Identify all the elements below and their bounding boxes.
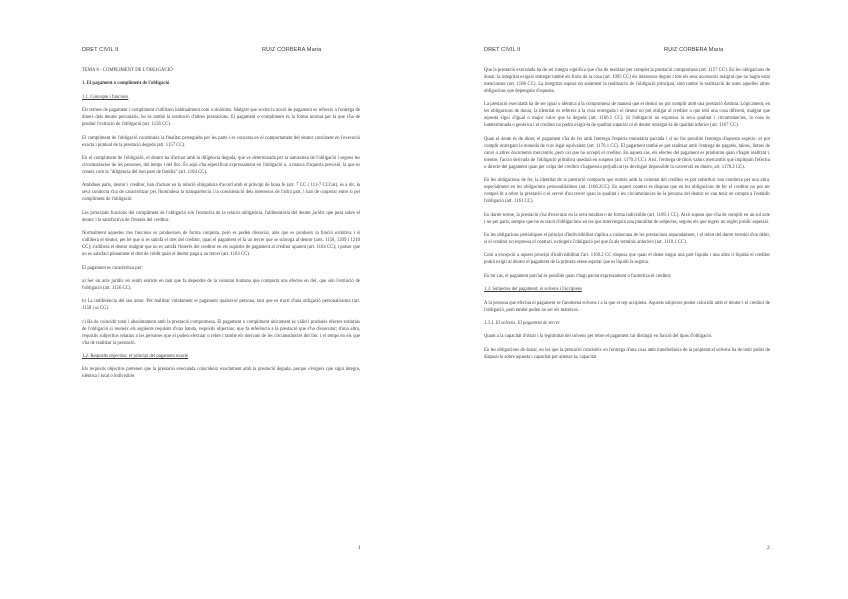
paragraph: El compliment de l'obligació constitueix la finalitat perseguida per les parts i es concreta en el comportament del deutor consistent en l'execució exacta i puntual de la prestació deguda (art. 1157 CC). xyxy=(82,135,360,148)
paragraph: Que la prestació executada ha de ser íntegra significa que s'ha de realitzar per complet la prestació compromesa (art. 1157 CC). En les obligacions de donar, la integritat exigeix entregar també els fruits de la cosa (art. 1095 CC) els interessos deguts i tots els seus accessoris malgrat que no hagin estat mencionats (art. 1168 CC). La integritat suposa no solament la realització de l'obligació principal, sinó també la realització de totes aquelles altres obligacions que depenguin d'aquesta. xyxy=(484,68,770,94)
paragraph: Quan el deute és de diner, el pagament s'ha de fer amb l'entrega l'espècie monetària pactada i si no fos possible l'entrega d'aquesta espècie, es pot complir entregant la moneda de curs legal equivalent (art. 1170.1 CC). El pagament també es pot realitzar amb l'entrega de pagarés, talons, lletres de canvi o altres documents mercantils, però cal que ho accepti el creditor. En aquest cas, els efectes del pagament es produiran quan s'hagin realitzat i, mentre, l'acció derivada de l'obligació primitiva quedarà en suspens (art. 1170.3 CC). Així, l'entrega de títols valors mercantils que impliquin l'efectiu o directe del pagament quan per culpa del creditor s'haguessin perjudicat (es devinguè impossible la conversió en diners; art. 1170.2 CC). xyxy=(484,136,770,170)
paragraph: En les obligacions periòdiques el principi d'indivisibilitat s'aplica a cadascuna de les prestacions separadament, i el rebut del darrer termini d'un dèbit, si el creditor no expressa el contrari, extingeix l'obligació pel que fa als terminis anteriors (art. 1110.1 CC). xyxy=(484,232,770,245)
page-number: 1 xyxy=(358,545,361,551)
paragraph: A la persona que efectua el pagament se l'anomena solvens i a la que el rep accipiens. Aquests subjectes poden coincidir amb el deutor i el creditor de l'obligació, però també poden no ser els mateixos. xyxy=(484,300,770,313)
document-page-2 xyxy=(424,0,848,599)
header-course: DRET CIVIL II xyxy=(82,47,119,53)
page-2-body xyxy=(484,67,770,367)
paragraph: En darrer terme, la prestació s'ha d'executar en la seva totalitat o de forma indivisible (art. 1169.1 CC). Això suposa que s'ha de complir en un sol acte i no per parts, sempre que no es tracti d'obligacions en les que intervinguin una pluralitat de subjectes, segons els que regeix un règim jurídic especial. xyxy=(484,212,770,225)
subsection-heading: 1.3. Subjectes del pagament: el solvens i l'accipiens xyxy=(484,287,583,293)
paragraph: En el compliment de l'obligació, el deutor ha d'actuar amb la diligència deguda, que ve determinada per la naturalesa de l'obligació i segons les circumstàncies de les persones, del temps i del lloc. És aquí s'ha especificat expressament en l'obligació o, a manca d'aquesta previsió, la que es coneix com la "diligència del bon pare de família" (art. 1104 CC). xyxy=(82,155,360,175)
subsubsection-heading: 1.3.1. El solvens. El pagament de tercer xyxy=(484,320,560,326)
paragraph: En les obligacions de donar, en les que la prestació consisteix en l'entrega d'una cosa amb transferència de la propietat el solvens ha de tenir poder de disposició sobre aquesta i capacitat per alienar-la; capacitat xyxy=(484,347,770,360)
section-heading: 1. El pagament o compliment de l'obligació xyxy=(82,81,170,87)
paragraph: En tot cas, el pagament parcial és possible quan s'hagi pactat expressament o l'autoritza el creditor. xyxy=(484,273,672,279)
page-number: 2 xyxy=(767,545,770,551)
paragraph: Normalment aquestes tres funcions es produeixen de forma conjunta, però es poden dissociar, atès que es produeix la funció extintiva i si s'allibera el deutor, per bé que si es satisfà el dret del creditor, quan el pagament el fa un tercer que se subroga al deutor (arts. 1158, 1209 i 1210 CC); s'allibera el deutor malgrat que no es satisfà l'interès del creditor en els supòsits de pagament al creditor aparent (art. 1164 CC); i potser que no es satisfaci plenament el dret de crèdit quan el deutor paga a un tercer (art. 1163 CC). xyxy=(82,231,360,258)
paragraph: En les obligacions de fer, la identitat de la prestació comporta que només amb la voluntat del creditor es pot substituir una conducta per una altra, especialment en les obligacions personalíssimes (art. 1166.2CC). En aquest context es disposa que en les obligacions de fer el creditor no pot ser compel·lit a rebre la prestació o el servei d'un tercer quan la qualitat i les circumstàncies de la persona del deutor es van tenir en compte a l'establir l'obligació (art. 1161 CC). xyxy=(484,178,770,205)
paragraph: Ambdues parts, deutor i creditor, han d'actuar en la relació obligatòria d'acord amb el principi de bona fe (art. 7 CC i 111-7 CCCat), és a dir, la seva conducta s'ha de caracteritzar per l'honradesa la transparència i la consideració dels interessos de l'altra part, i han de cooperar entre si pel compliment de l'obligació. xyxy=(82,183,360,203)
list-item: a) Ser un acte jurídic en sentit estricte en tant que fa dependre de la voluntat humana que comporta uns efectes en llei, que són l'extinció de l'obligació (art. 1156 CC). xyxy=(82,278,360,291)
page-1-body xyxy=(82,67,360,387)
paragraph: Quant a la capacitat d'obrar i la legitimitat del solvens per rebre el pagament cal distingir en funció del tipus d'obligació. xyxy=(484,334,713,340)
paragraph: Les principals funcions del compliment de l'obligació són l'extintiva de la relació obligatòria, l'alliberatòria del deutor jurídic que pesa sobre el deutor i la satisfactiva de l'interès del creditor. xyxy=(82,210,360,223)
paragraph: Com a excepció a aquest principi d'indivisibilitat l'art. 1169.2 CC disposa que quan el deute tingui una part líquida i una altra il·líquida el creditor podrà exigir al deutor el pagament de la primera sense esperar que es liquidi la segona. xyxy=(484,253,770,266)
chapter-title: TEMA 8 - COMPLIMENT DE L'OBLIGACIÓ xyxy=(82,68,173,73)
paragraph: Els requisits objectius pretenen que la prestació executada coincideixi exactament amb la prestació deguda, perquè s'exigeix que sigui íntegra, idèntica i total o indivisible: xyxy=(82,367,360,380)
paragraph: El pagament es caracteritza per: xyxy=(82,265,143,271)
subsection-heading: 1.2. Requisits objectius: el principi del pagament exacte xyxy=(82,354,189,360)
list-item: b) La indiferència del seu autor. Pot realitzar vàlidament el pagament qualsevol persona, tant que es tracti d'una obligació personalíssima (art. 1158 i ss CC). xyxy=(82,299,360,312)
paragraph: Els termes de pagament i compliment s'utilitzen habitualment com a sinònims. Malgrat que sovint la noció de pagament es refereix a l'entrega de diners dels deutes pecuniaris, ho és també la restitució d'altres prestacions. El pagament o compliment és la forma normal per la que s'ha de produir l'extinció de l'obligació (art. 1156 CC). xyxy=(82,108,360,128)
header-author: RUIZ CORBERA Maria xyxy=(262,47,322,53)
subsection-heading: 1.1. Concepte i funcions xyxy=(82,94,129,100)
paragraph: La prestació executada ha de ser igual o idèntica a la compromesa de manera que el deutor no pot complir amb una prestació distinta. Lògicament, en les obligacions de donar, la identitat es refereix a la cosa entregada i el deutor no pot obligar al creditor a que rebi una cosa diferent, malgrat que aquesta sigui d'igual o major valor que la deguda (art. 1166.1 CC). Si l'obligació no expressa la seva qualitat i circumstàncies, la cosa és indeterminada o genèrica i el creditor no podrà exigir-la de qualitat superior ni el deutor entregar-la de qualitat inferior (art. 1167 CC). xyxy=(484,102,770,129)
list-item: c) Ha de coincidir total i absolutament amb la prestació compromesa. El pagament o compliment únicament és vàlid i produeix efectes extintius de l'obligació si reuneix els següents requisits d'una banda, requisits objectius: que fa referència a la prestació que s'ha d'executar; d'una altra, requisits subjectius relatius a les persones que el poden efectuar o rebre i també els derivats de les circumstàncies del lloc i el temps en els que s'ha de realitzar la prestació. xyxy=(82,319,360,346)
header-course: DRET CIVIL II xyxy=(484,47,521,53)
header-author: RUIZ CORBERA Maria xyxy=(664,47,724,53)
